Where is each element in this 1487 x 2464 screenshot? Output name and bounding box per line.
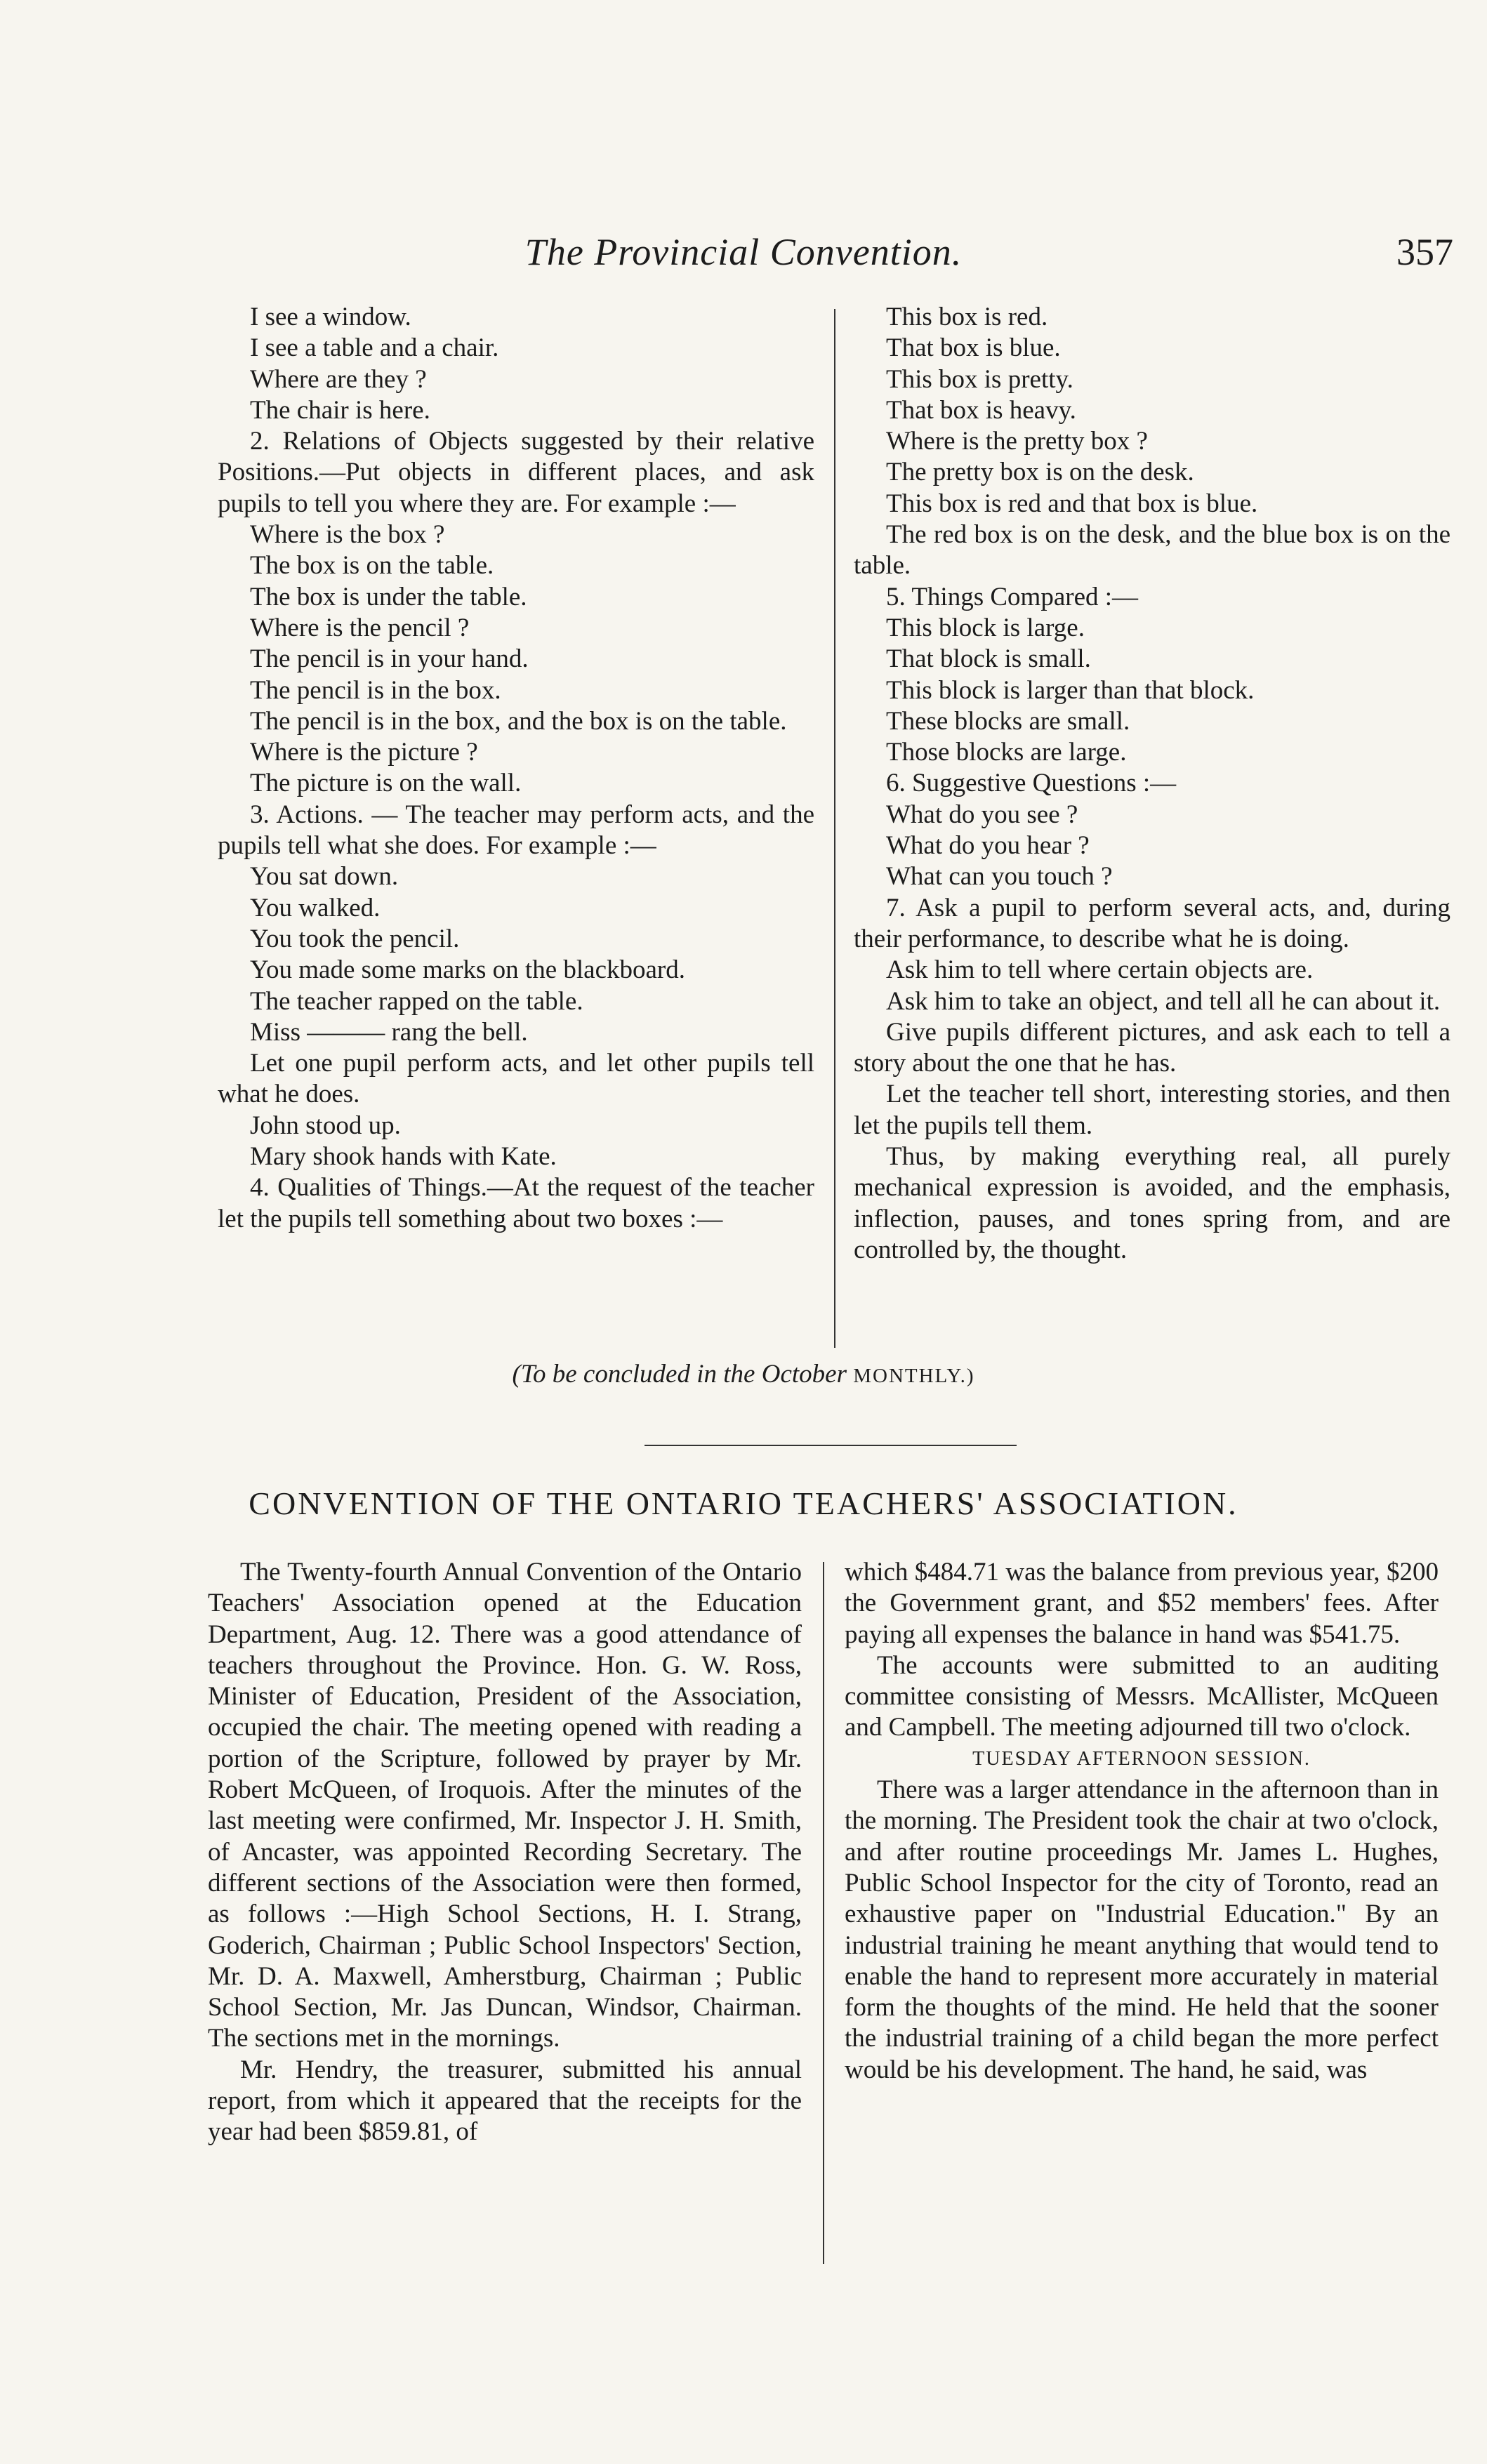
paragraph: The pretty box is on the desk. bbox=[886, 458, 1194, 487]
paragraph: The pencil is in the box. bbox=[250, 675, 501, 705]
column-4 bbox=[845, 1557, 1439, 2086]
paragraph: I see a window. bbox=[250, 303, 411, 331]
column-rule-bottom bbox=[823, 1562, 824, 2264]
paragraph: 3. Actions. — The teacher may perform acts, and the pupils tell what she does. For example :— bbox=[218, 800, 814, 861]
paragraph: which $484.71 was the balance from previous year, $200 the Government grant, and $52 members' fees. After paying all expenses the balance in hand was $541.75. bbox=[845, 1558, 1439, 1649]
paragraph: You sat down. bbox=[250, 862, 399, 892]
running-title: The Provincial Convention. bbox=[524, 231, 963, 273]
paragraph: 7. Ask a pupil to perform several acts, and, during their performance, to describe what he is doing. bbox=[854, 893, 1450, 953]
continuation-note-tail: MONTHLY.) bbox=[846, 1365, 975, 1387]
page-number: 357 bbox=[1396, 231, 1453, 273]
paragraph: You made some marks on the blackboard. bbox=[250, 955, 685, 985]
paragraph: The pencil is in the box, and the box is on the table. bbox=[250, 706, 787, 736]
paragraph: Mary shook hands with Kate. bbox=[250, 1142, 557, 1172]
paragraph: Let the teacher tell short, interesting stories, and then let the pupils tell them. bbox=[854, 1080, 1450, 1140]
paragraph: Those blocks are large. bbox=[886, 738, 1127, 767]
paragraph: The accounts were submitted to an auditing committee consisting of Messrs. McAllister, McQueen and Campbell. The meeting adjourned till two o'clock. bbox=[845, 1650, 1439, 1742]
column-1 bbox=[218, 302, 814, 1235]
paragraph: You took the pencil. bbox=[250, 924, 460, 953]
paragraph: 6. Suggestive Questions :— bbox=[886, 769, 1177, 798]
paragraph: 2. Relations of Objects suggested by their relative Positions.—Put objects in different places, and ask pupils to tell you where they are. For example :— bbox=[218, 427, 814, 518]
paragraph: Mr. Hendry, the treasurer, submitted his annual report, from which it appeared that the receipts for the year had been $859.81, of bbox=[208, 2055, 802, 2147]
continuation-note-month: October bbox=[761, 1360, 847, 1389]
paragraph: This box is red and that box is blue. bbox=[886, 489, 1258, 518]
paragraph: That box is heavy. bbox=[886, 395, 1076, 425]
paragraph: Where is the box ? bbox=[250, 520, 445, 550]
paragraph: 4. Qualities of Things.—At the request of the teacher let the pupils tell something about two boxes :— bbox=[218, 1173, 814, 1233]
paragraph: This box is pretty. bbox=[886, 364, 1073, 394]
paragraph: Where is the pencil ? bbox=[250, 613, 470, 642]
paragraph: Where is the pretty box ? bbox=[886, 427, 1148, 456]
column-2 bbox=[854, 302, 1450, 1266]
paragraph: The teacher rapped on the table. bbox=[250, 986, 583, 1016]
paragraph: The picture is on the wall. bbox=[250, 769, 522, 798]
paragraph: What can you touch ? bbox=[886, 862, 1113, 892]
paragraph: Thus, by making everything real, all purely mechanical expression is avoided, and the emphasis, inflection, pauses, and tones spring from, and are controlled by, the thought. bbox=[854, 1142, 1450, 1264]
paragraph: This block is large. bbox=[886, 613, 1085, 642]
paragraph: The box is under the table. bbox=[250, 582, 527, 611]
paragraph: TUESDAY AFTERNOON SESSION. bbox=[972, 1747, 1311, 1770]
paragraph: I see a table and a chair. bbox=[250, 333, 499, 363]
paragraph: The box is on the table. bbox=[250, 551, 494, 581]
paragraph: 5. Things Compared :— bbox=[886, 582, 1139, 611]
paragraph: Ask him to take an object, and tell all he can about it. bbox=[886, 986, 1441, 1016]
paragraph: This block is larger than that block. bbox=[886, 675, 1255, 705]
paragraph: That box is blue. bbox=[886, 333, 1061, 363]
paragraph: John stood up. bbox=[250, 1111, 401, 1140]
paragraph: Where are they ? bbox=[250, 364, 427, 394]
section-divider bbox=[645, 1445, 1017, 1446]
continuation-note bbox=[0, 1359, 1487, 1389]
paragraph: This box is red. bbox=[886, 303, 1048, 331]
paragraph: Miss ——— rang the bell. bbox=[250, 1017, 528, 1047]
paragraph: The chair is here. bbox=[250, 395, 430, 425]
paragraph: The red box is on the desk, and the blue box is on the table. bbox=[854, 520, 1450, 581]
paragraph: Ask him to tell where certain objects are. bbox=[886, 955, 1314, 985]
paragraph: That block is small. bbox=[886, 644, 1091, 674]
continuation-note-lead: (To be concluded in the bbox=[512, 1360, 762, 1389]
column-rule-top bbox=[834, 309, 835, 1348]
section-heading: CONVENTION OF THE ONTARIO TEACHERS' ASSOCIATION. bbox=[249, 1485, 1238, 1521]
paragraph: The pencil is in your hand. bbox=[250, 644, 529, 674]
paragraph: Let one pupil perform acts, and let other pupils tell what he does. bbox=[218, 1049, 814, 1109]
paragraph: Where is the picture ? bbox=[250, 738, 478, 767]
paragraph: You walked. bbox=[250, 893, 381, 922]
paragraph: There was a larger attendance in the afternoon than in the morning. The President took the chair at two o'clock, and after routine proceedings Mr. James L. Hughes, Public School Inspector for the city of Toronto, read an exhaustive paper on "Industrial Education." By an industrial training he meant anything that would tend to enable the hand to represent more accurately in material form the thoughts of the mind. He held that the sooner the industrial training of a child began the more perfect would be his development. The hand, he said, was bbox=[845, 1775, 1439, 2084]
paragraph: Give pupils different pictures, and ask each to tell a story about the one that he has. bbox=[854, 1017, 1450, 1078]
paragraph: What do you hear ? bbox=[886, 831, 1090, 861]
paragraph: What do you see ? bbox=[886, 800, 1078, 829]
paragraph: The Twenty-fourth Annual Convention of the Ontario Teachers' Association opened at the Education Department, Aug. 12. There was a good attendance of teachers throughout the Province. Hon. G. W. Ross, Minister of Education, President of the Association, occupied the chair. The meeting opened with reading a portion of the Scripture, followed by prayer by Mr. Robert McQueen, of Iroquois. After the minutes of the last meeting were confirmed, Mr. Inspector J. H. Smith, of Ancaster, was appointed Recording Secretary. The different sections of the Association were then formed, as follows :—High School Sections, H. I. Strang, Goderich, Chairman ; Public School Inspectors' Section, Mr. D. A. Maxwell, Amherstburg, Chairman ; Public School Section, Mr. Jas Duncan, Windsor, Chairman. The sections met in the mornings. bbox=[208, 1558, 802, 2053]
paragraph: These blocks are small. bbox=[886, 706, 1130, 736]
column-3 bbox=[208, 1557, 802, 2148]
